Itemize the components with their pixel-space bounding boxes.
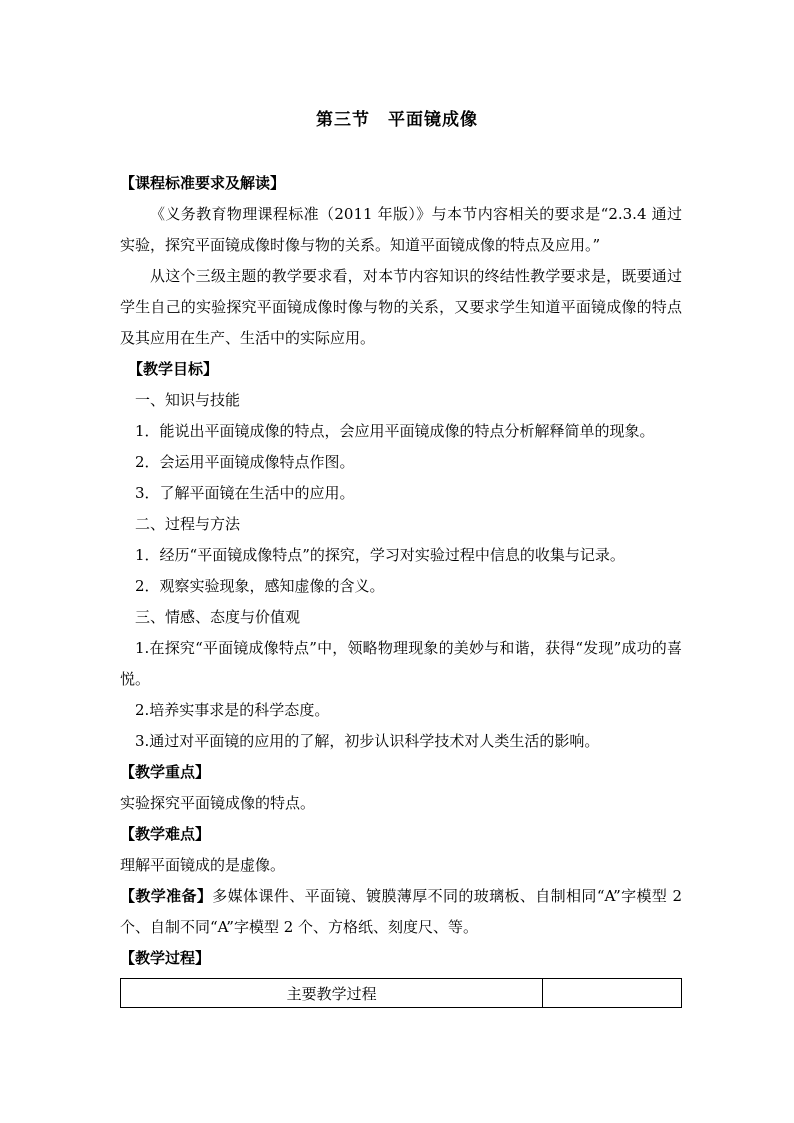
- goal-attitude-item: 1.在探究“平面镜成像特点”中，领略物理现象的美妙与和谐，获得“发现”成功的喜悦。: [120, 639, 682, 688]
- goal-knowledge-heading: 一、知识与技能: [135, 391, 241, 409]
- goal-process-heading: 二、过程与方法: [135, 515, 241, 533]
- goal-knowledge-item: 2．会运用平面镜成像特点作图。: [135, 453, 355, 471]
- goal-attitude-heading: 三、情感、态度与价值观: [135, 608, 301, 626]
- goal-attitude-item: 2.培养实事求是的科学态度。: [135, 701, 330, 719]
- goal-knowledge-item: 3．了解平面镜在生活中的应用。: [135, 484, 355, 502]
- key-point-heading: 【教学重点】: [120, 763, 211, 781]
- goals-heading: 【教学目标】: [128, 360, 219, 378]
- goal-attitude-item: 3.通过对平面镜的应用的了解，初步认识科学技术对人类生活的影响。: [135, 732, 600, 750]
- page-title: 第三节 平面镜成像: [316, 110, 478, 130]
- curriculum-paragraph-1: 《义务教育物理课程标准（2011 年版）》与本节内容相关的要求是“2.3.4 通过实验，探究平面镜成像时像与物的关系。知道平面镜成像的特点及应用。”: [120, 205, 682, 254]
- difficulty-heading: 【教学难点】: [120, 825, 211, 843]
- key-point-text: 实验探究平面镜成像的特点。: [120, 794, 316, 812]
- preparation-heading: 【教学准备】: [120, 887, 213, 905]
- preparation-text: 多媒体课件、平面镜、镀膜薄厚不同的玻璃板、自制相同“A”字模型 2 个、自制不同“A”字模型 2 个、方格纸、刻度尺、等。: [120, 887, 687, 936]
- curriculum-paragraph-2: 从这个三级主题的教学要求看，对本节内容知识的终结性教学要求是，既要通过学生自己的实验探究平面镜成像时像与物的关系，又要求学生知道平面镜成像的特点及其应用在生产、生活中的实际应用。: [120, 267, 682, 347]
- teaching-process-table: [120, 978, 682, 1008]
- goal-knowledge-item: 1．能说出平面镜成像的特点，会应用平面镜成像的特点分析解释简单的现象。: [135, 422, 655, 440]
- process-heading: 【教学过程】: [120, 949, 211, 967]
- document-body: [120, 168, 687, 1008]
- difficulty-text: 理解平面镜成的是虚像。: [120, 856, 286, 874]
- table-header-main: 主要教学过程: [121, 979, 543, 1008]
- table-row: [121, 979, 682, 1008]
- table-header-side: [543, 979, 682, 1008]
- preparation-paragraph: [120, 881, 687, 943]
- goal-process-item: 1．经历“平面镜成像特点”的探究，学习对实验过程中信息的收集与记录。: [135, 546, 625, 564]
- curriculum-heading: 【课程标准要求及解读】: [120, 174, 286, 192]
- goal-process-item: 2．观察实验现象，感知虚像的含义。: [135, 577, 385, 595]
